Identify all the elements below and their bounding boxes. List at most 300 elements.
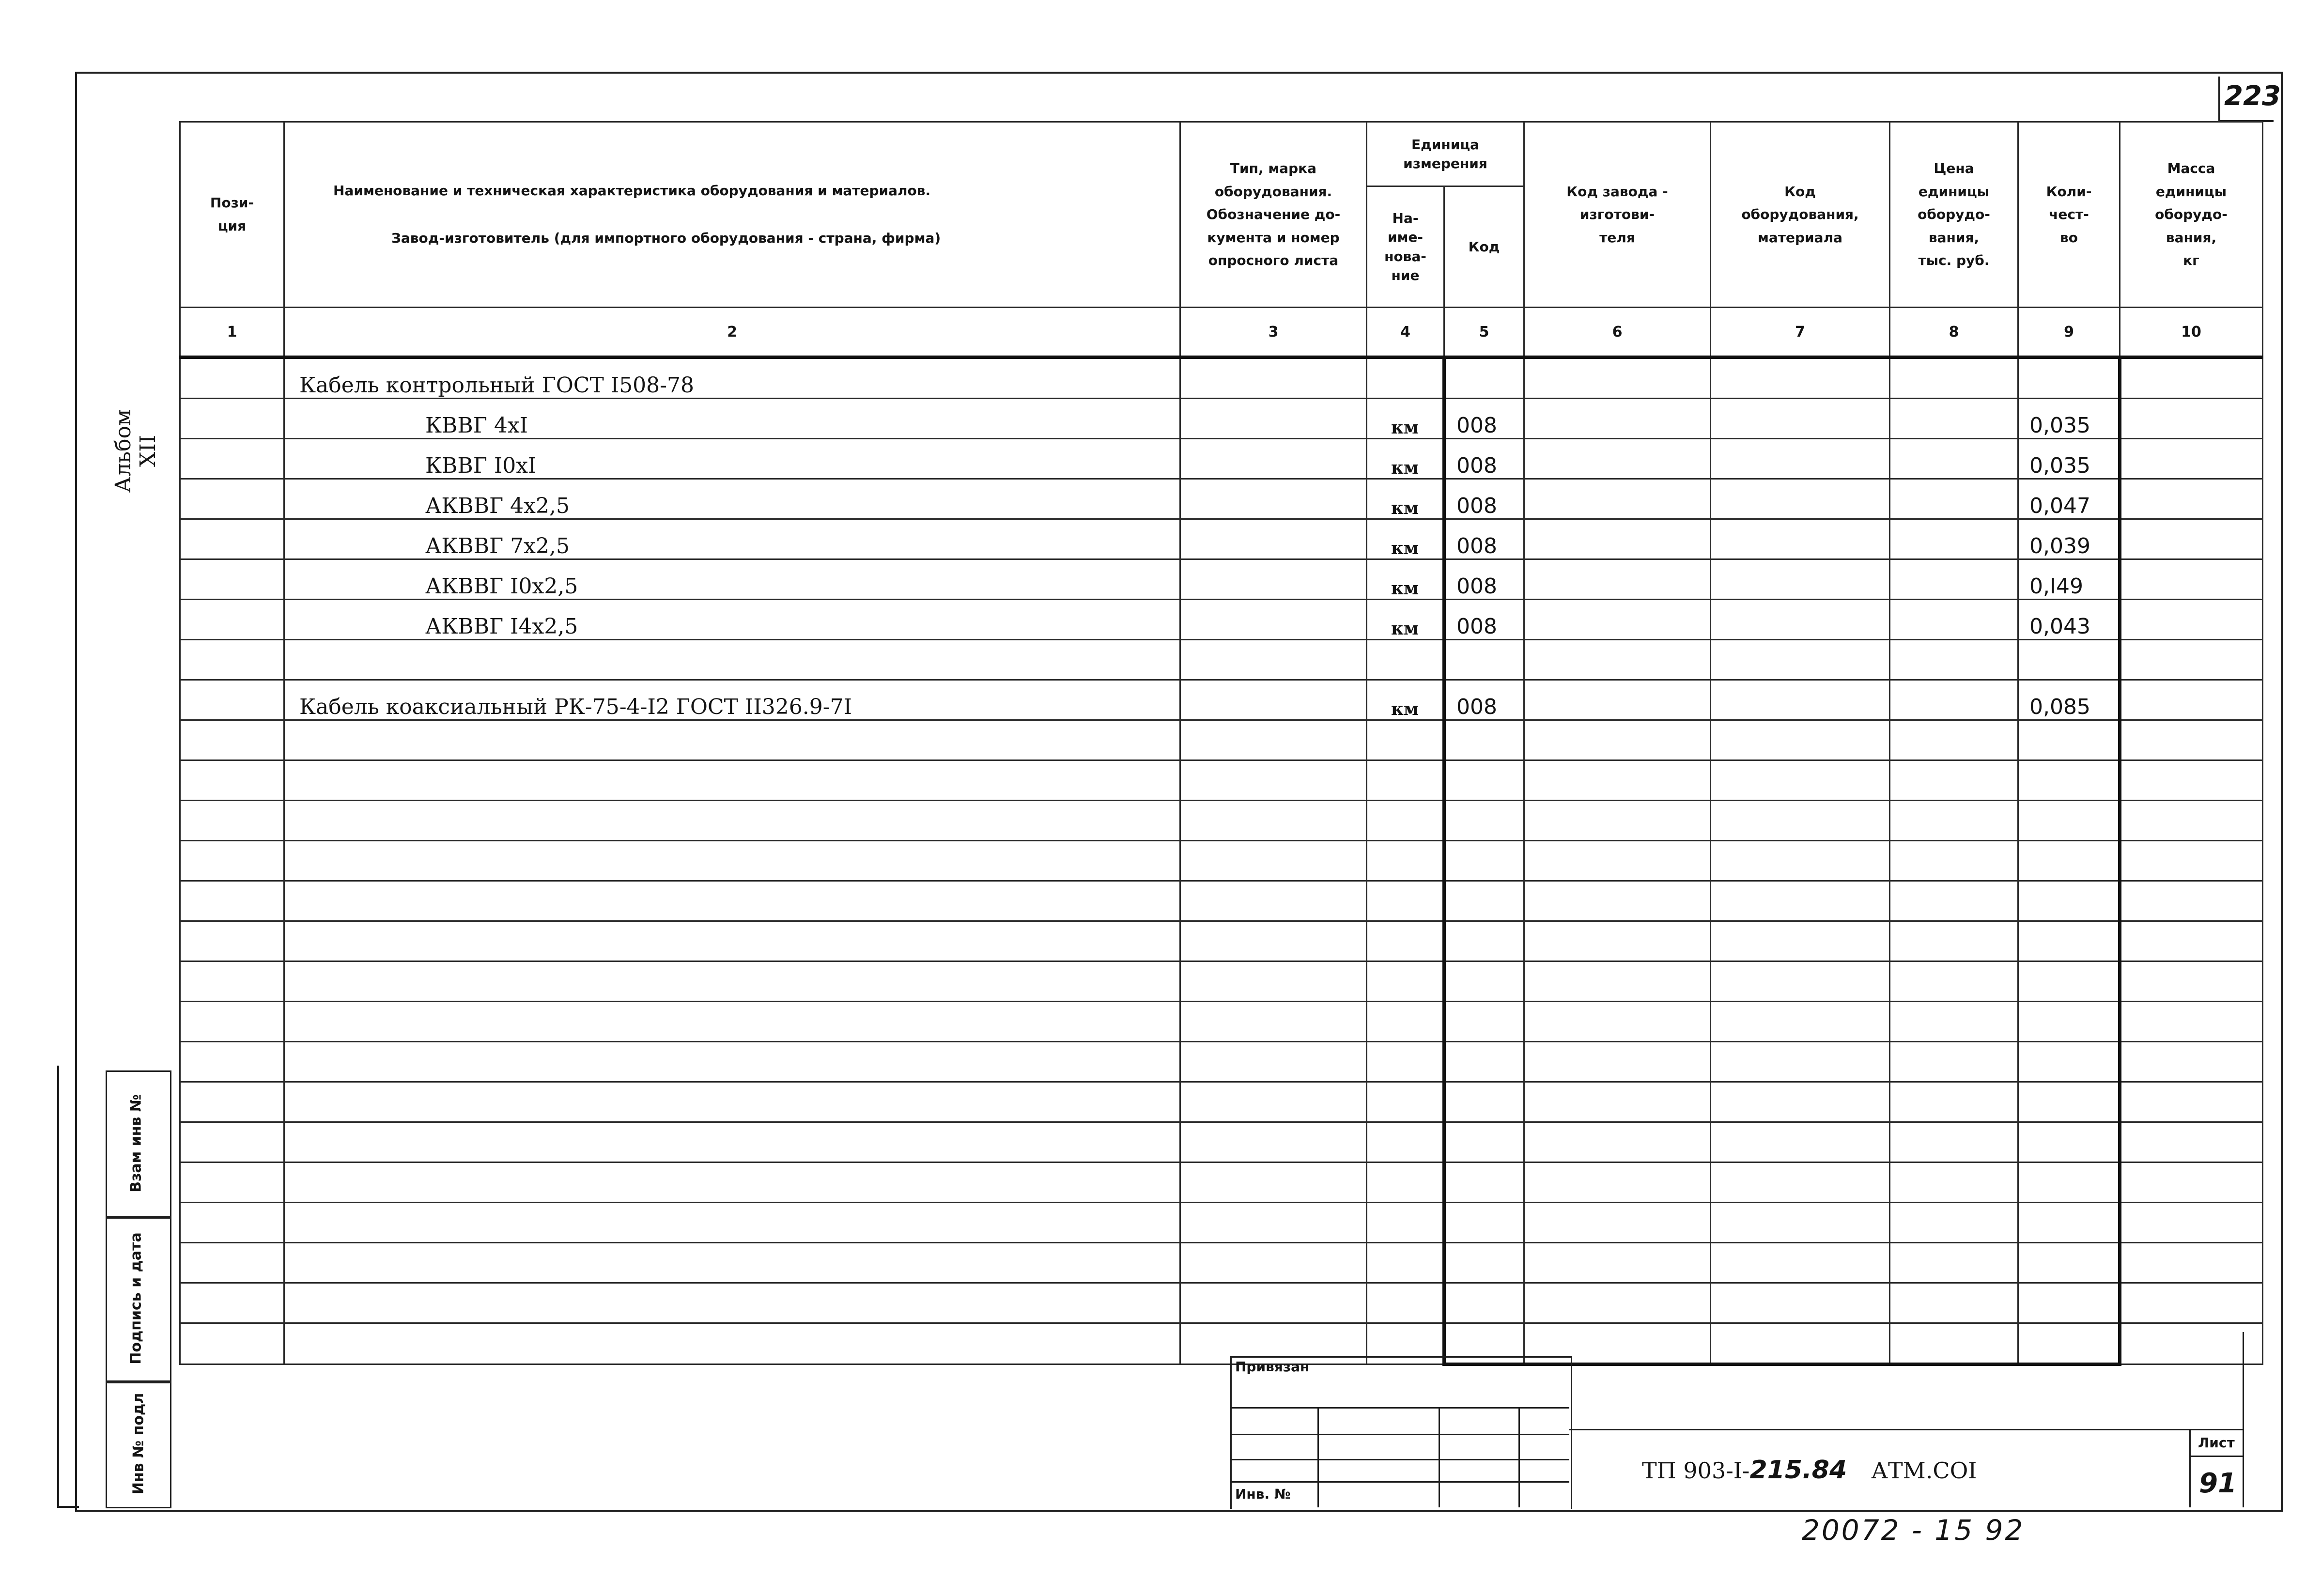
table-cell <box>2120 881 2263 921</box>
sheet-frame-left-edge <box>57 1066 59 1506</box>
table-cell <box>1367 881 1444 921</box>
table-cell <box>180 1042 284 1082</box>
document-code-suffix: АТМ.COI <box>1871 1457 1977 1484</box>
table-cell <box>284 1243 1180 1283</box>
item-unit-code: 008 <box>1444 439 1524 479</box>
column-number: 8 <box>1890 308 2018 357</box>
table-cell <box>1367 760 1444 801</box>
table-row <box>180 1243 2263 1283</box>
table-cell <box>1524 357 1711 399</box>
item-quantity: 0,085 <box>2018 680 2120 720</box>
table-cell <box>284 1042 1180 1082</box>
table-cell <box>1180 357 1367 399</box>
album-label: Альбом XII <box>111 409 160 493</box>
table-cell <box>180 519 284 559</box>
table-cell <box>1711 720 1890 760</box>
table-cell <box>1524 600 1711 640</box>
table-cell <box>2120 1243 2263 1283</box>
table-cell <box>1524 921 1711 961</box>
table-cell <box>1711 1243 1890 1283</box>
table-cell <box>1890 1002 2018 1042</box>
table-cell <box>2018 841 2120 881</box>
table-cell <box>180 600 284 640</box>
table-cell <box>1180 519 1367 559</box>
table-cell <box>1524 640 1711 680</box>
table-row <box>180 399 2263 439</box>
header-name-line1: Наименование и техническая характеристика оборудования и материалов. <box>333 183 931 199</box>
table-row <box>180 760 2263 801</box>
table-row <box>180 1042 2263 1082</box>
table-cell <box>1180 1082 1367 1122</box>
table-cell <box>1444 1042 1524 1082</box>
table-cell <box>2120 399 2263 439</box>
item-unit-code: 008 <box>1444 680 1524 720</box>
table-cell <box>180 1243 284 1283</box>
table-cell <box>1367 1042 1444 1082</box>
table-cell <box>1180 801 1367 841</box>
table-cell <box>1180 600 1367 640</box>
table-cell <box>284 921 1180 961</box>
table-cell <box>1367 801 1444 841</box>
table-cell <box>2120 1162 2263 1203</box>
stamp-right-edge <box>2243 1332 2244 1507</box>
document-code-handwritten: 215.84 <box>1749 1456 1847 1485</box>
table-cell <box>1890 357 2018 399</box>
side-stamp-signature <box>106 1216 171 1383</box>
table-cell <box>2018 921 2120 961</box>
item-unit: км <box>1367 559 1444 600</box>
table-cell <box>1890 760 2018 801</box>
table-cell <box>2018 760 2120 801</box>
header-row <box>180 122 2263 186</box>
table-cell <box>1444 1082 1524 1122</box>
table-cell <box>1711 680 1890 720</box>
table-cell <box>1444 841 1524 881</box>
table-cell <box>1711 439 1890 479</box>
table-cell <box>284 1082 1180 1122</box>
table-cell <box>1524 439 1711 479</box>
item-unit: км <box>1367 680 1444 720</box>
table-cell <box>2018 1162 2120 1203</box>
table-cell <box>1524 559 1711 600</box>
table-cell <box>1367 961 1444 1002</box>
item-unit: км <box>1367 479 1444 519</box>
table-row <box>180 479 2263 519</box>
table-cell <box>1890 399 2018 439</box>
item-quantity <box>2018 357 2120 399</box>
table-cell <box>1444 1002 1524 1042</box>
table-cell <box>1711 961 1890 1002</box>
item-unit-code: 008 <box>1444 559 1524 600</box>
table-cell <box>1890 519 2018 559</box>
table-cell <box>180 399 284 439</box>
item-quantity: 0,I49 <box>2018 559 2120 600</box>
table-cell <box>1711 801 1890 841</box>
item-name: КВВГ 4хI <box>284 399 1180 439</box>
table-cell <box>1711 640 1890 680</box>
table-cell <box>1890 801 2018 841</box>
item-name: АКВВГ I4х2,5 <box>284 600 1180 640</box>
item-unit-code: 008 <box>1444 600 1524 640</box>
table-cell <box>1444 921 1524 961</box>
table-cell <box>1890 921 2018 961</box>
table-cell <box>1180 1243 1367 1283</box>
table-cell <box>284 1203 1180 1243</box>
table-cell <box>1890 1162 2018 1203</box>
table-cell <box>1890 439 2018 479</box>
table-cell <box>2120 1283 2263 1323</box>
table-row <box>180 1323 2263 1364</box>
table-cell <box>2120 801 2263 841</box>
table-cell <box>180 720 284 760</box>
stamp-line <box>1518 1407 1520 1507</box>
table-cell <box>1890 961 2018 1002</box>
item-unit: км <box>1367 439 1444 479</box>
column-number: 2 <box>284 308 1180 357</box>
table-cell <box>180 1283 284 1323</box>
table-cell <box>1180 1122 1367 1162</box>
table-cell <box>1180 640 1367 680</box>
table-cell <box>2018 801 2120 841</box>
table-cell <box>1711 357 1890 399</box>
table-cell <box>1711 1162 1890 1203</box>
table-cell <box>1711 1122 1890 1162</box>
item-unit-code: 008 <box>1444 399 1524 439</box>
table-cell <box>284 1122 1180 1162</box>
table-cell <box>180 1002 284 1042</box>
table-cell <box>284 881 1180 921</box>
table-cell <box>1367 1082 1444 1122</box>
header-quantity: Коли- чест- во <box>2018 122 2120 308</box>
table-cell <box>1180 841 1367 881</box>
table-row <box>180 801 2263 841</box>
item-name: Кабель коаксиальный РК-75-4-I2 ГОСТ II326.9-7I <box>284 680 1180 720</box>
item-quantity: 0,039 <box>2018 519 2120 559</box>
stamp-list-divider <box>2189 1429 2191 1507</box>
header-position: Пози- ция <box>180 122 284 308</box>
document-code <box>1642 1456 1977 1485</box>
table-cell <box>1524 760 1711 801</box>
table-cell <box>1524 680 1711 720</box>
table-cell <box>1890 680 2018 720</box>
header-name <box>284 122 1180 308</box>
table-cell <box>1890 1122 2018 1162</box>
item-quantity: 0,043 <box>2018 600 2120 640</box>
table-cell <box>1444 1203 1524 1243</box>
item-unit <box>1367 357 1444 399</box>
table-cell <box>2120 519 2263 559</box>
table-cell <box>2018 1323 2120 1364</box>
table-cell <box>1890 640 2018 680</box>
table-cell <box>1180 1203 1367 1243</box>
table-cell <box>1367 1283 1444 1323</box>
table-cell <box>1524 1002 1711 1042</box>
column-number-row <box>180 308 2263 357</box>
table-cell <box>2018 1122 2120 1162</box>
table-row <box>180 600 2263 640</box>
table-cell <box>2018 1002 2120 1042</box>
table-cell <box>1444 1122 1524 1162</box>
table-cell <box>1890 1283 2018 1323</box>
table-cell <box>2120 760 2263 801</box>
side-stamp-vzam <box>106 1070 171 1219</box>
table-cell <box>1524 961 1711 1002</box>
table-cell <box>2120 439 2263 479</box>
table-cell <box>180 881 284 921</box>
table-cell <box>284 801 1180 841</box>
table-cell <box>1890 1082 2018 1122</box>
column-number: 10 <box>2120 308 2263 357</box>
table-cell <box>1890 1042 2018 1082</box>
table-cell <box>2018 1243 2120 1283</box>
table-row <box>180 1002 2263 1042</box>
table-cell <box>1711 841 1890 881</box>
stamp-inv-no-label: Инв. № <box>1235 1486 1291 1502</box>
table-cell <box>180 801 284 841</box>
header-price: Цена единицы оборудо- вания, тыс. руб. <box>1890 122 2018 308</box>
table-cell <box>1524 1162 1711 1203</box>
table-cell <box>284 720 1180 760</box>
archive-number: 20072 - 15 92 <box>1802 1514 2025 1547</box>
table-cell <box>1444 760 1524 801</box>
table-cell <box>2120 479 2263 519</box>
table-cell <box>1367 1002 1444 1042</box>
table-cell <box>180 479 284 519</box>
item-quantity <box>2018 640 2120 680</box>
album-label-wrap <box>87 409 184 493</box>
header-mass: Масса единицы оборудо- вания, кг <box>2120 122 2263 308</box>
column-number: 1 <box>180 308 284 357</box>
table-cell <box>1444 1243 1524 1283</box>
table-row <box>180 881 2263 921</box>
table-cell <box>1444 1162 1524 1203</box>
table-cell <box>1180 1042 1367 1082</box>
table-cell <box>1711 1082 1890 1122</box>
table-cell <box>284 1283 1180 1323</box>
table-cell <box>1367 841 1444 881</box>
table-cell <box>284 841 1180 881</box>
table-cell <box>1890 559 2018 600</box>
table-cell <box>1367 1243 1444 1283</box>
table-cell <box>284 1323 1180 1364</box>
table-cell <box>1711 519 1890 559</box>
item-quantity: 0,047 <box>2018 479 2120 519</box>
table-cell <box>284 1162 1180 1203</box>
table-cell <box>1180 399 1367 439</box>
table-cell <box>2018 1203 2120 1243</box>
header-factory-code: Код завода - изготови- теля <box>1524 122 1711 308</box>
table-row <box>180 1082 2263 1122</box>
table-cell <box>1711 921 1890 961</box>
table-row <box>180 921 2263 961</box>
table-row <box>180 841 2263 881</box>
item-quantity: 0,035 <box>2018 439 2120 479</box>
table-row <box>180 961 2263 1002</box>
table-row <box>180 357 2263 399</box>
table-cell <box>2018 961 2120 1002</box>
table-cell <box>1524 720 1711 760</box>
item-name: Кабель контрольный ГОСТ I508-78 <box>284 357 1180 399</box>
table-cell <box>1711 760 1890 801</box>
table-cell <box>1524 801 1711 841</box>
header-type: Тип, марка оборудования. Обозначение до- кумента и номер опросного листа <box>1180 122 1367 308</box>
table-cell <box>1180 479 1367 519</box>
item-unit-code: 008 <box>1444 519 1524 559</box>
table-cell <box>1890 600 2018 640</box>
table-cell <box>1524 1203 1711 1243</box>
table-row <box>180 680 2263 720</box>
table-cell <box>1890 881 2018 921</box>
column-number: 7 <box>1711 308 1890 357</box>
table-row <box>180 1162 2263 1203</box>
table-cell <box>1711 479 1890 519</box>
table-cell <box>1524 1243 1711 1283</box>
table-row <box>180 559 2263 600</box>
table-cell <box>2120 1122 2263 1162</box>
table-cell <box>2120 1002 2263 1042</box>
item-unit-code: 008 <box>1444 479 1524 519</box>
table-cell <box>1444 801 1524 841</box>
table-cell <box>1524 1122 1711 1162</box>
table-row <box>180 640 2263 680</box>
table-cell <box>2018 1283 2120 1323</box>
table-cell <box>1367 1203 1444 1243</box>
table-row <box>180 1122 2263 1162</box>
item-unit: км <box>1367 519 1444 559</box>
table-cell <box>1180 921 1367 961</box>
table-cell <box>1711 881 1890 921</box>
table-cell <box>2120 600 2263 640</box>
header-unit-group: Единица измерения <box>1367 122 1524 186</box>
stamp-line <box>1439 1407 1440 1507</box>
item-unit-code <box>1444 640 1524 680</box>
table-cell <box>1180 961 1367 1002</box>
column-number: 6 <box>1524 308 1711 357</box>
table-cell <box>180 1082 284 1122</box>
table-cell <box>2120 357 2263 399</box>
column-number: 4 <box>1367 308 1444 357</box>
table-cell <box>180 680 284 720</box>
table-cell <box>1524 1082 1711 1122</box>
table-cell <box>1180 439 1367 479</box>
table-cell <box>1890 1243 2018 1283</box>
item-unit: км <box>1367 600 1444 640</box>
table-row <box>180 720 2263 760</box>
sheet-frame-bottom-extension <box>57 1506 79 1508</box>
document-code-prefix: ТП 903-I- <box>1642 1457 1750 1484</box>
side-stamp-inv-label: Инв № подл <box>130 1393 147 1495</box>
table-cell <box>180 841 284 881</box>
table-cell <box>1367 720 1444 760</box>
table-cell <box>1180 720 1367 760</box>
table-cell <box>1444 720 1524 760</box>
list-number: 91 <box>2199 1468 2237 1499</box>
table-row <box>180 1203 2263 1243</box>
table-cell <box>1367 1122 1444 1162</box>
table-cell <box>1890 1323 2018 1364</box>
table-cell <box>1444 1283 1524 1323</box>
table-cell <box>1524 479 1711 519</box>
stamp-title-top-line <box>1569 1429 2243 1430</box>
column-number: 5 <box>1444 308 1524 357</box>
item-name: АКВВГ 7х2,5 <box>284 519 1180 559</box>
item-name: КВВГ I0хI <box>284 439 1180 479</box>
table-cell <box>1711 1002 1890 1042</box>
table-cell <box>284 760 1180 801</box>
table-cell <box>2120 961 2263 1002</box>
table-cell <box>2120 1042 2263 1082</box>
table-cell <box>1524 1042 1711 1082</box>
item-unit: км <box>1367 399 1444 439</box>
table-cell <box>180 961 284 1002</box>
table-row <box>180 1283 2263 1323</box>
table-cell <box>180 921 284 961</box>
table-cell <box>180 1122 284 1162</box>
table-cell <box>1711 1283 1890 1323</box>
table-cell <box>180 1323 284 1364</box>
table-cell <box>2120 720 2263 760</box>
side-stamp-signature-label: Подпись и дата <box>127 1232 145 1364</box>
item-quantity: 0,035 <box>2018 399 2120 439</box>
table-cell <box>1524 1283 1711 1323</box>
table-cell <box>1890 720 2018 760</box>
column-number: 9 <box>2018 308 2120 357</box>
table-cell <box>1711 600 1890 640</box>
table-cell <box>284 961 1180 1002</box>
table-cell <box>2120 680 2263 720</box>
table-cell <box>1180 559 1367 600</box>
table-row <box>180 439 2263 479</box>
table-cell <box>2120 1323 2263 1364</box>
item-name: АКВВГ 4х2,5 <box>284 479 1180 519</box>
side-stamp-vzam-label: Взам инв № <box>127 1094 145 1193</box>
table-cell <box>2120 921 2263 961</box>
stamp-privyazan-label: Привязан <box>1235 1359 1310 1375</box>
stamp-list-line <box>2189 1456 2243 1457</box>
table-cell <box>180 1203 284 1243</box>
header-name-line2: Завод-изготовитель (для импортного оборудования - страна, фирма) <box>391 230 941 246</box>
item-unit <box>1367 640 1444 680</box>
table-cell <box>2120 1203 2263 1243</box>
table-cell <box>180 1162 284 1203</box>
item-unit-code <box>1444 357 1524 399</box>
table-cell <box>2018 1082 2120 1122</box>
table-cell <box>180 357 284 399</box>
table-cell <box>1180 680 1367 720</box>
table-cell <box>1524 399 1711 439</box>
table-cell <box>180 559 284 600</box>
table-cell <box>1711 559 1890 600</box>
table-cell <box>1444 881 1524 921</box>
table-cell <box>1524 841 1711 881</box>
table-cell <box>2018 881 2120 921</box>
specification-table <box>179 121 2263 1366</box>
table-row <box>180 519 2263 559</box>
table-cell <box>2120 841 2263 881</box>
corner-sheet-number: 223 <box>2224 80 2281 112</box>
table-cell <box>1180 760 1367 801</box>
table-cell <box>2120 1082 2263 1122</box>
table-cell <box>1890 479 2018 519</box>
table-cell <box>1711 399 1890 439</box>
table-cell <box>1890 841 2018 881</box>
table-cell <box>180 640 284 680</box>
table-cell <box>2120 640 2263 680</box>
item-name <box>284 640 1180 680</box>
table-cell <box>1367 921 1444 961</box>
header-equipment-code: Код оборудования, материала <box>1711 122 1890 308</box>
side-stamp-inv <box>106 1380 171 1508</box>
